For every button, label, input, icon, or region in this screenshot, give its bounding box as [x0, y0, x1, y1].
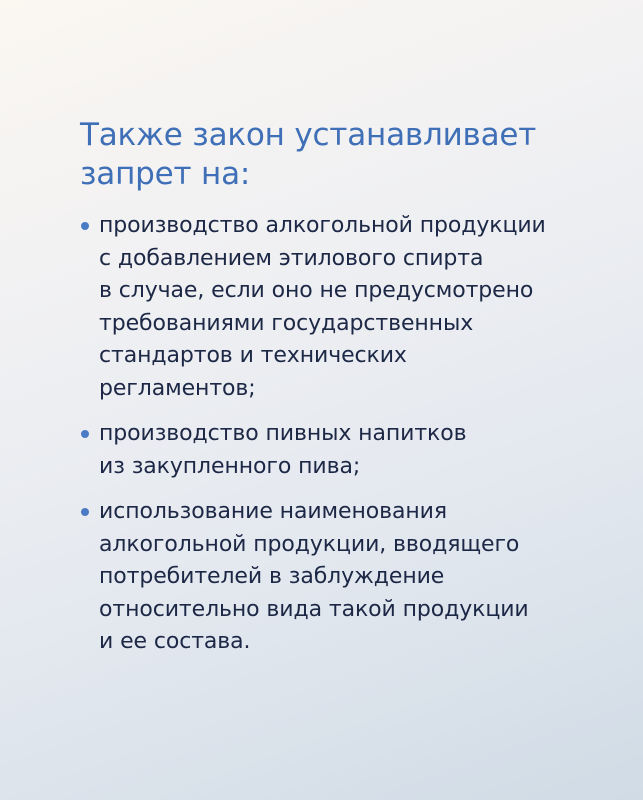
- bullet-icon: [81, 508, 89, 516]
- list-item: [80, 418, 620, 483]
- list-item-line: регламентов;: [99, 375, 256, 401]
- heading-line-1: Также закон устанавливает: [80, 117, 537, 153]
- heading-line-2: запрет на:: [80, 156, 251, 192]
- list-item-line: в случае, если оно не предусмотрено: [99, 278, 534, 303]
- list-item-line: требованиями государственных: [99, 310, 474, 336]
- heading: [80, 116, 600, 194]
- list-item-line: стандартов и технических: [99, 343, 407, 368]
- list-item-line: с добавлением этилового спирта: [99, 245, 484, 271]
- bullet-icon: [81, 430, 89, 438]
- list-item-line: производство алкогольной продукции: [99, 213, 546, 238]
- bullet-icon: [81, 222, 89, 230]
- list-item-line: использование наименования: [99, 499, 447, 524]
- prohibition-list: [80, 210, 620, 659]
- list-item-line: из закупленного пива;: [99, 453, 361, 479]
- list-item: [80, 210, 620, 405]
- list-item-line: потребителей в заблуждение: [99, 564, 445, 589]
- list-item-line: относительно вида такой продукции: [99, 596, 529, 622]
- list-item: [80, 496, 620, 659]
- list-item-line: и ее состава.: [99, 629, 251, 654]
- list-item-line: производство пивных напитков: [99, 421, 467, 446]
- list-item-line: алкогольной продукции, вводящего: [99, 531, 520, 557]
